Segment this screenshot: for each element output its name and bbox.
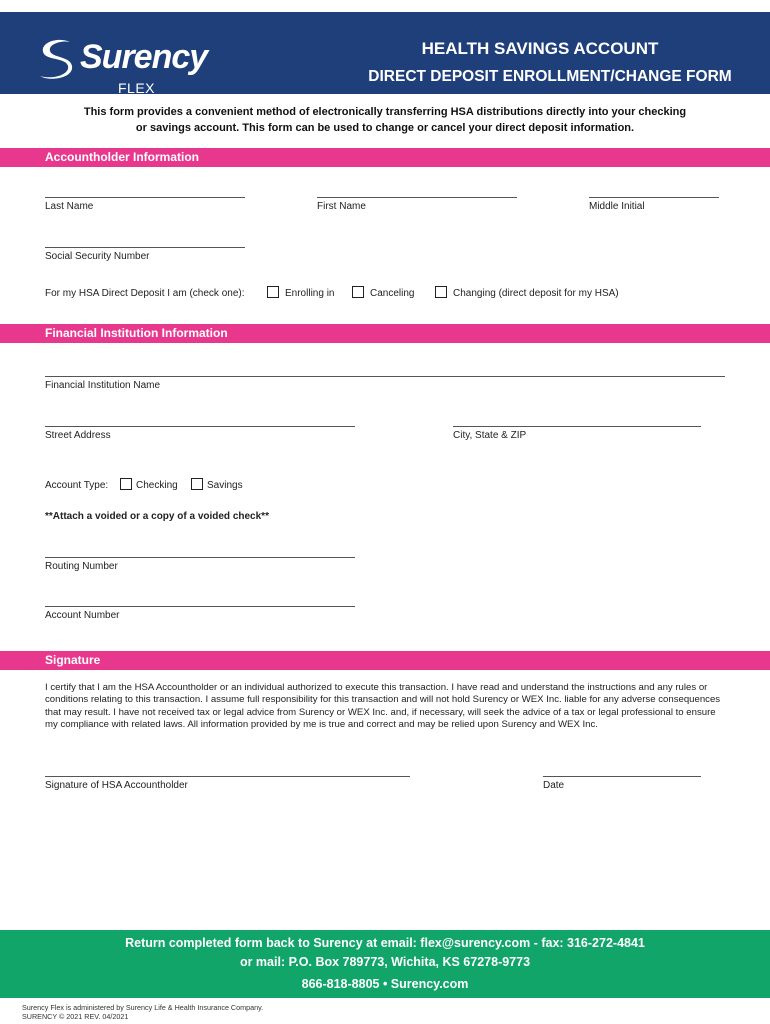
surency-swoosh-icon [36,38,76,82]
routing-number-field[interactable] [45,557,355,558]
street-address-field[interactable] [45,426,355,427]
section-heading-accountholder: Accountholder Information [0,148,770,167]
ssn-label: Social Security Number [45,251,150,262]
intro-text [40,104,730,136]
intro-line1: This form provides a convenient method of electronically transferring HSA distributions directly into your checking [83,106,687,118]
account-number-field[interactable] [45,606,355,607]
footer-email-fax: Return completed form back to Surency at email: flex@surency.com - fax: 316-272-4841 [125,936,645,950]
checking-checkbox[interactable] [120,478,132,490]
account-type-label: Account Type: [45,480,109,491]
footer-mail-address: or mail: P.O. Box 789773, Wichita, KS 67278-9773 [239,955,531,969]
section-heading-financial: Financial Institution Information [0,324,770,343]
changing-checkbox[interactable] [435,286,447,298]
certification-text: I certify that I am the HSA Accountholder or an individual authorized to execute this transaction. I have read and understand the instructions and any rules or conditions relating to this transaction. I assume full responsibility for this transaction and will not hold Surency or WEX Inc. liable for any adverse consequences that may result. I have not received tax or legal advice from Surency or WEX Inc. and, if necessary, will seek the advice of a tax or legal professional to ensure my compliance with related laws. All information provided by me is true and correct and may be relied upon Surency and WEX Inc. [45,682,721,731]
institution-name-field[interactable] [45,376,725,377]
legal-line1: Surency Flex is administered by Surency Life & Health Insurance Company. [22,1003,264,1012]
checking-label: Checking [136,480,178,491]
canceling-checkbox[interactable] [352,286,364,298]
date-label: Date [543,780,565,791]
legal-line2: SURENCY © 2021 REV. 04/2021 [22,1012,129,1021]
canceling-label: Canceling [370,288,415,299]
city-state-zip-label: City, State & ZIP [453,430,527,441]
deposit-type-prompt: For my HSA Direct Deposit I am (check one): [45,288,245,299]
signature-label: Signature of HSA Accountholder [45,780,188,791]
street-address-label: Street Address [45,430,111,441]
city-state-zip-field[interactable] [453,426,701,427]
logo-subtitle: FLEX [118,80,156,96]
last-name-field[interactable] [45,197,245,198]
form-title-line2: DIRECT DEPOSIT ENROLLMENT/CHANGE FORM [368,68,732,85]
changing-label: Changing (direct deposit for my HSA) [453,288,619,299]
first-name-field[interactable] [317,197,517,198]
signature-field[interactable] [45,776,410,777]
enrolling-checkbox[interactable] [267,286,279,298]
section-heading-signature: Signature [0,651,770,670]
last-name-label: Last Name [45,201,94,212]
ssn-field[interactable] [45,247,245,248]
first-name-label: First Name [317,201,366,212]
footer-phone-website: 866-818-8805 • Surency.com [301,977,469,991]
routing-number-label: Routing Number [45,561,118,572]
middle-initial-label: Middle Initial [589,201,645,212]
middle-initial-field[interactable] [589,197,719,198]
header-banner [0,12,770,94]
savings-label: Savings [207,480,243,491]
voided-check-note: **Attach a voided or a copy of a voided check** [45,511,269,522]
enrolling-label: Enrolling in [285,288,335,299]
surency-logo [36,36,216,100]
form-title-line1: HEALTH SAVINGS ACCOUNT [421,39,659,58]
date-field[interactable] [543,776,701,777]
institution-name-label: Financial Institution Name [45,380,161,391]
return-instructions-banner [0,930,770,998]
logo-wordmark: Surency [80,38,208,76]
savings-checkbox[interactable] [191,478,203,490]
legal-notice [22,1003,263,1021]
account-number-label: Account Number [45,610,120,621]
intro-line2: or savings account. This form can be used to change or cancel your direct deposit information. [135,122,635,134]
